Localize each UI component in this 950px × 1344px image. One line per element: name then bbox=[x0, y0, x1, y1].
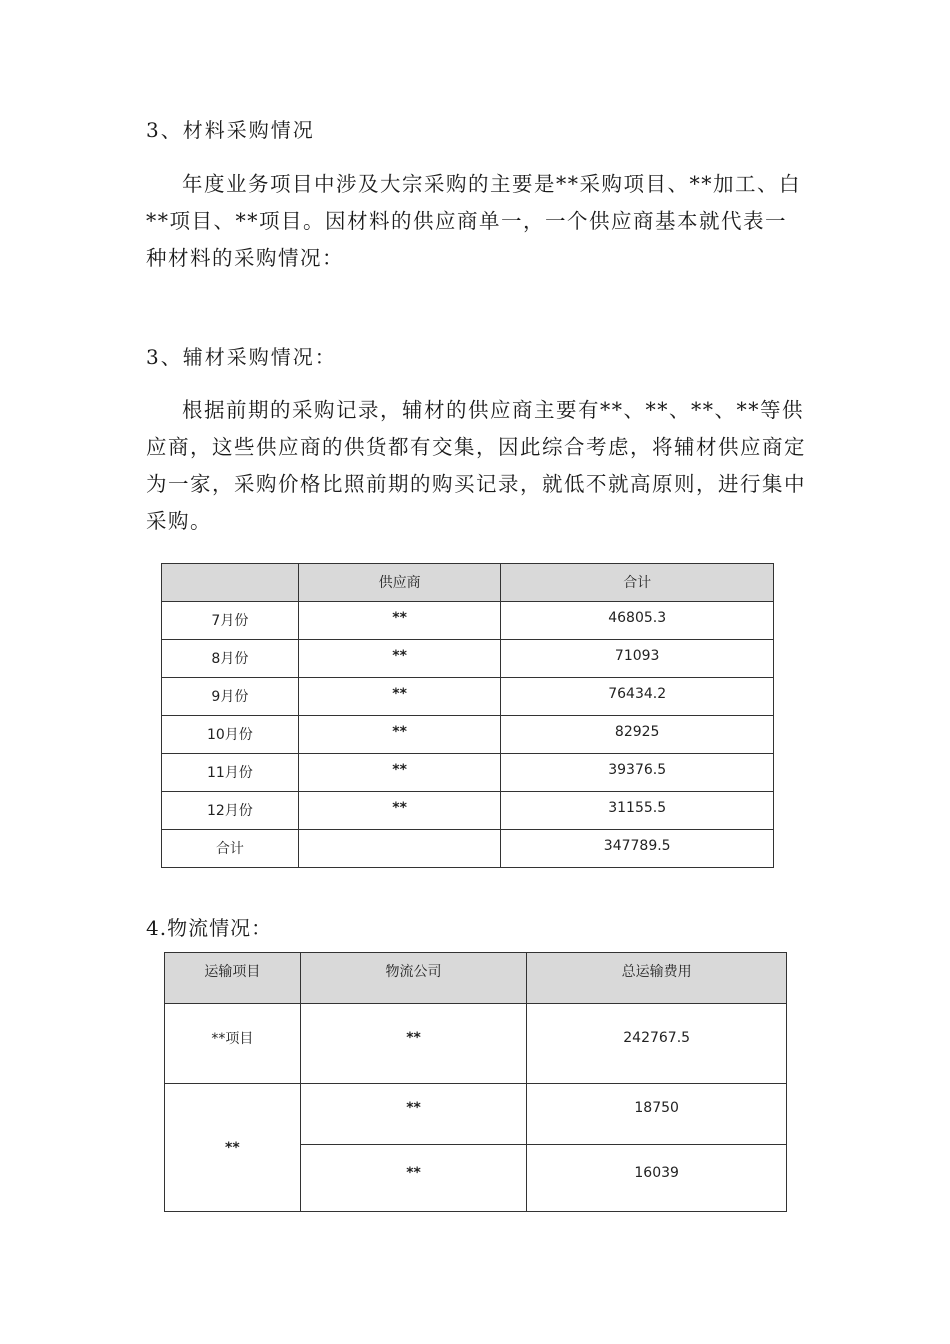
table-row bbox=[165, 1084, 787, 1145]
cell-company: ** bbox=[300, 1145, 527, 1212]
cell-cost: 242767.5 bbox=[527, 1004, 787, 1084]
header-company: 物流公司 bbox=[300, 953, 527, 1004]
cell-project: ** bbox=[165, 1084, 301, 1212]
cell-total: 31155.5 bbox=[501, 792, 774, 830]
cell-total: 76434.2 bbox=[501, 678, 774, 716]
supplier-table bbox=[161, 563, 774, 868]
cell-supplier: ** bbox=[298, 678, 501, 716]
section-heading-auxiliary: 3、辅材采购情况： bbox=[146, 345, 337, 369]
cell-total: 39376.5 bbox=[501, 754, 774, 792]
table-row bbox=[162, 792, 774, 830]
cell-company: ** bbox=[300, 1004, 527, 1084]
table-row bbox=[162, 716, 774, 754]
section-heading-materials: 3、材料采购情况 bbox=[146, 118, 315, 142]
header-empty bbox=[162, 564, 299, 602]
cell-supplier: ** bbox=[298, 716, 501, 754]
cell-supplier: ** bbox=[298, 640, 501, 678]
cell-supplier: ** bbox=[298, 792, 501, 830]
cell-total: 82925 bbox=[501, 716, 774, 754]
paragraph-auxiliary: 根据前期的采购记录，辅材的供应商主要有**、**、**、**等供应商，这些供应商的供货都有交集，因此综合考虑，将辅材供应商定为一家，采购价格比照前期的购买记录，就低不就高原则，进行集中采购。 bbox=[146, 398, 806, 533]
cell-company: ** bbox=[300, 1084, 527, 1145]
table-row-total bbox=[162, 830, 774, 868]
cell-total: 71093 bbox=[501, 640, 774, 678]
table-row bbox=[162, 754, 774, 792]
table-row bbox=[162, 678, 774, 716]
cell-month: 合计 bbox=[162, 830, 299, 868]
table-header-row bbox=[165, 953, 787, 1004]
header-total: 合计 bbox=[501, 564, 774, 602]
table-row bbox=[162, 602, 774, 640]
cell-supplier bbox=[298, 830, 501, 868]
table-row bbox=[165, 1004, 787, 1084]
cell-total: 46805.3 bbox=[501, 602, 774, 640]
paragraph-materials: 年度业务项目中涉及大宗采购的主要是**采购项目、**加工、白**项目、**项目。因材料的供应商单一，一个供应商基本就代表一种材料的采购情况： bbox=[146, 172, 801, 270]
cell-month: 10月份 bbox=[162, 716, 299, 754]
cell-month: 9月份 bbox=[162, 678, 299, 716]
cell-month: 8月份 bbox=[162, 640, 299, 678]
cell-supplier: ** bbox=[298, 602, 501, 640]
cell-project: **项目 bbox=[165, 1004, 301, 1084]
table-header-row bbox=[162, 564, 774, 602]
cell-month: 12月份 bbox=[162, 792, 299, 830]
cell-month: 11月份 bbox=[162, 754, 299, 792]
cell-cost: 18750 bbox=[527, 1084, 787, 1145]
cell-cost: 16039 bbox=[527, 1145, 787, 1212]
table-row bbox=[162, 640, 774, 678]
cell-month: 7月份 bbox=[162, 602, 299, 640]
header-project: 运输项目 bbox=[165, 953, 301, 1004]
logistics-table bbox=[164, 952, 787, 1212]
cell-total: 347789.5 bbox=[501, 830, 774, 868]
section-heading-logistics: 4.物流情况： bbox=[146, 916, 273, 940]
header-cost: 总运输费用 bbox=[527, 953, 787, 1004]
header-supplier: 供应商 bbox=[298, 564, 501, 602]
cell-supplier: ** bbox=[298, 754, 501, 792]
